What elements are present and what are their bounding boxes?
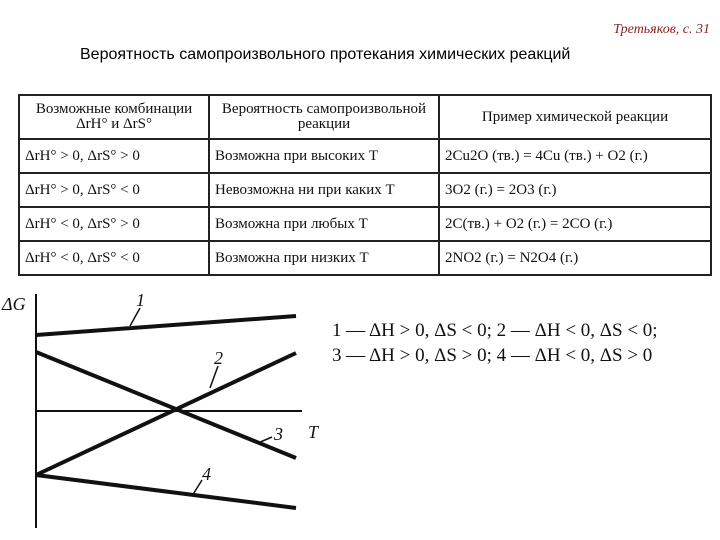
probability-cell: Возможна при любых T xyxy=(209,207,439,241)
line-4 xyxy=(36,475,296,508)
label-1-leader xyxy=(130,308,140,326)
source-reference: Третьяков, с. 31 xyxy=(613,22,710,37)
example-cell: 2Cu2O (тв.) = 4Cu (тв.) + O2 (г.) xyxy=(439,139,711,173)
line-3-label: 3 xyxy=(274,424,283,444)
line-2 xyxy=(36,353,296,475)
delta-g-graph xyxy=(0,280,330,535)
table-row xyxy=(19,241,711,275)
probability-cell: Возможна при высоких T xyxy=(209,139,439,173)
x-axis-label: T xyxy=(308,422,319,442)
line-4-label: 4 xyxy=(202,464,211,484)
example-cell: 3O2 (г.) = 2O3 (г.) xyxy=(439,173,711,207)
y-axis-label: ΔG xyxy=(2,294,26,314)
label-3-leader xyxy=(258,437,272,443)
label-2-leader xyxy=(210,366,218,388)
example-cell: 2C(тв.) + O2 (г.) = 2CO (г.) xyxy=(439,207,711,241)
line-1-label: 1 xyxy=(136,290,145,310)
combination-cell: ΔrH° > 0, ΔrS° > 0 xyxy=(19,139,209,173)
column-header-example: Пример химической реакции xyxy=(439,95,711,139)
reaction-table xyxy=(18,94,712,276)
combination-cell: ΔrH° > 0, ΔrS° < 0 xyxy=(19,173,209,207)
legend-line-2: 3 — ΔH > 0, ΔS > 0; 4 — ΔH < 0, ΔS > 0 xyxy=(332,345,653,366)
line-3 xyxy=(36,352,296,458)
probability-cell: Возможна при низких T xyxy=(209,241,439,275)
table-row xyxy=(19,173,711,207)
table-header-row xyxy=(19,95,711,139)
combination-cell: ΔrH° < 0, ΔrS° > 0 xyxy=(19,207,209,241)
page-title: Вероятность самопроизвольного протекания химических реакций xyxy=(80,46,571,63)
table-row xyxy=(19,207,711,241)
graph-legend xyxy=(332,318,658,368)
example-cell: 2NO2 (г.) = N2O4 (г.) xyxy=(439,241,711,275)
line-1 xyxy=(36,316,296,335)
combination-cell: ΔrH° < 0, ΔrS° < 0 xyxy=(19,241,209,275)
column-header-combinations: Возможные комбинации ΔrH° и ΔrS° xyxy=(19,95,209,139)
legend-line-1: 1 — ΔH > 0, ΔS < 0; 2 — ΔH < 0, ΔS < 0; xyxy=(332,320,658,341)
line-2-label: 2 xyxy=(214,348,223,368)
table-row xyxy=(19,139,711,173)
probability-cell: Невозможна ни при каких T xyxy=(209,173,439,207)
column-header-probability: Вероятность самопроизвольной реакции xyxy=(209,95,439,139)
